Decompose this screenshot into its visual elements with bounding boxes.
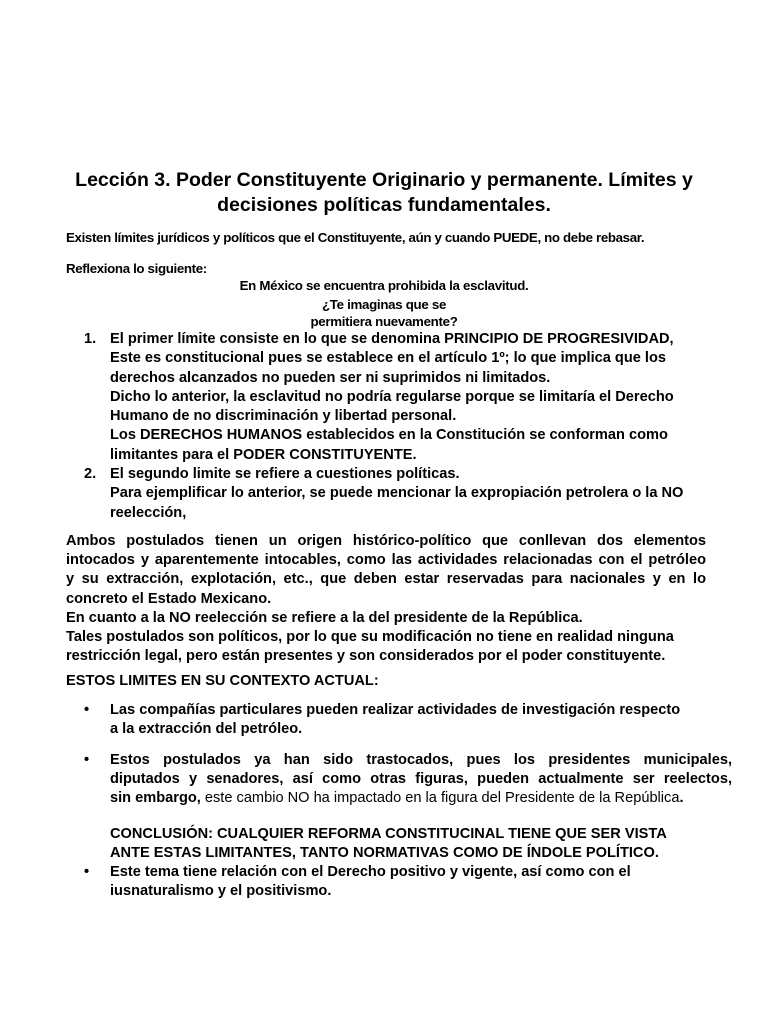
list-line: reelección, (110, 504, 187, 521)
paragraph-line: concreto el Estado Mexicano. (66, 590, 272, 607)
centered-line-2: ¿Te imaginas que se (321, 297, 447, 312)
bullet-line: Las compañías particulares pueden realizar actividades de investigación respecto (110, 702, 681, 718)
list-line: Dicho lo anterior, la esclavitud no podría regularse porque se limitaría el Derecho (110, 388, 674, 405)
bullet-item-2 (84, 751, 732, 809)
conclusion-line-1: CONCLUSIÓN: CUALQUIER REFORMA CONSTITUCINAL TIENE QUE SER VISTA (110, 826, 667, 842)
paragraph-line: Tales postulados son políticos, por lo que su modificación no tiene en realidad ninguna (66, 629, 674, 646)
list-item-2 (84, 465, 734, 523)
list-line: limitantes para el PODER CONSTITUYENTE. (110, 446, 417, 463)
paragraph-line: intocados y aparentemente intocables, como las actividades relacionadas con el petróleo (66, 552, 706, 569)
list-line: El primer límite consiste en lo que se denomina PRINCIPIO DE PROGRESIVIDAD, (110, 331, 674, 347)
reflect-label: Reflexiona lo siguiente: (66, 261, 207, 276)
limits-heading: ESTOS LIMITES EN SU CONTEXTO ACTUAL: (66, 673, 379, 689)
title-line-1: Lección 3. Poder Constituyente Originario y permanente. Límites y (75, 169, 693, 191)
bullet-dot: • (84, 702, 90, 718)
paragraph-line: Ambos postulados tienen un origen histórico-político que conllevan dos elementos (66, 533, 706, 549)
list-line: Este es constitucional pues se establece en el artículo 1º; lo que implica que los (110, 350, 667, 367)
bullet-item-1 (84, 701, 732, 739)
bullet-normal-phrase: este cambio NO ha impactado en la figura del Presidente de la República (200, 790, 680, 807)
list-line: Los DERECHOS HUMANOS establecidos en la Constitución se conforman como (110, 427, 668, 444)
list-line: Humano de no discriminación y libertad personal. (110, 408, 457, 425)
intro-text: Existen límites jurídicos y políticos que el Constituyente, aún y cuando PUEDE, no debe rebasar. (66, 230, 645, 245)
centered-line-3: permitiera nuevamente? (310, 314, 458, 329)
bullet-line-mixed (110, 789, 732, 808)
bullet-line: iusnaturalismo y el positivismo. (110, 883, 332, 900)
conclusion-line-2: ANTE ESTAS LIMITANTES, TANTO NORMATIVAS COMO DE ÍNDOLE POLÍTICO. (110, 845, 659, 862)
bullet-item-3 (84, 863, 732, 901)
list-item-1 (84, 330, 734, 465)
bullet-line: Este tema tiene relación con el Derecho positivo y vigente, así como con el (110, 864, 631, 880)
conclusion (110, 825, 667, 863)
bullet-line: Estos postulados ya han sido trastocados, pues los presidentes municipales, (110, 752, 732, 768)
bullet-end-period: . (679, 790, 684, 807)
title-line-2: decisiones políticas fundamentales. (217, 194, 551, 216)
page-title (40, 168, 728, 218)
bullet-dot: • (84, 752, 90, 768)
bullet-dot: • (84, 864, 90, 880)
list-number: 1. (84, 331, 97, 347)
paragraph-line: En cuanto a la NO reelección se refiere a la del presidente de la República. (66, 609, 583, 626)
bullet-bold-phrase: sin embargo, (110, 790, 201, 807)
numbered-list (84, 330, 734, 523)
list-number: 2. (84, 466, 97, 483)
bullet-line: diputados y senadores, así como otras figuras, pueden actualmente ser reelectos, (110, 771, 732, 788)
paragraph-line: y su extracción, explotación, etc., que deben estar reservadas para nacionales y en lo (66, 571, 706, 588)
paragraph-line: restricción legal, pero están presentes y son considerados por el poder constituyente. (66, 648, 666, 665)
list-line: derechos alcanzados no pueden ser ni suprimidos ni limitados. (110, 369, 551, 386)
body-paragraph (66, 532, 706, 666)
list-line: Para ejemplificar lo anterior, se puede mencionar la expropiación petrolera o la NO (110, 485, 684, 502)
centered-line-1: En México se encuentra prohibida la esclavitud. (239, 278, 529, 293)
list-line: El segundo limite se refiere a cuestiones políticas. (110, 466, 460, 483)
bullet-line: a la extracción del petróleo. (110, 721, 303, 738)
